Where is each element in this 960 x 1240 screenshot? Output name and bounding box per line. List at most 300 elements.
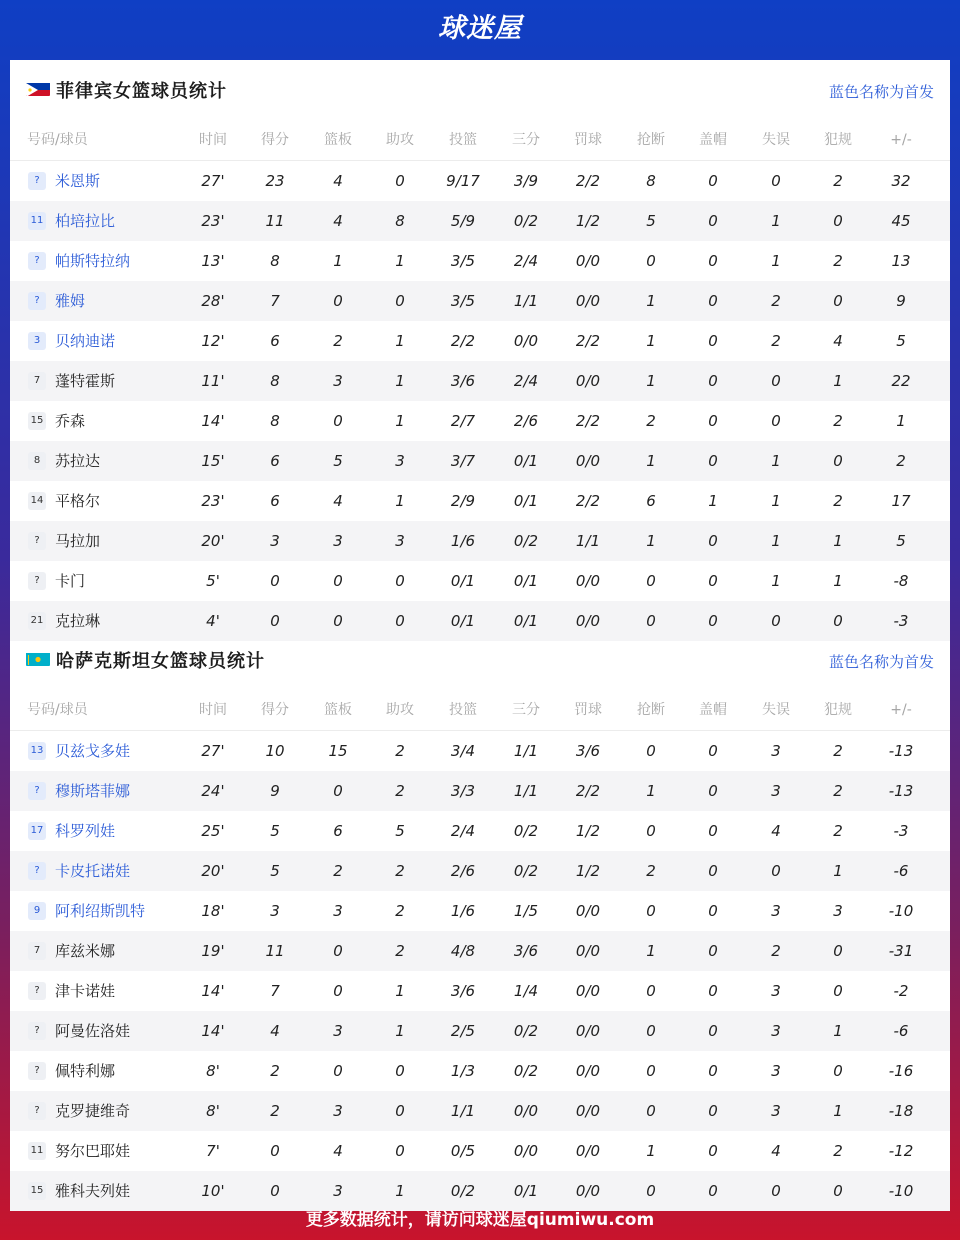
- stat-assists: 2: [395, 742, 405, 760]
- stat-fouls: 0: [833, 212, 843, 230]
- jersey-number-badge: 11: [28, 1142, 46, 1160]
- player-row[interactable]: [10, 561, 950, 601]
- stat-fg: 2/2: [450, 332, 476, 350]
- stat-blocks: 0: [708, 942, 718, 960]
- stat-plusminus: 5: [896, 332, 906, 350]
- stat-fg: 3/4: [450, 742, 476, 760]
- stat-time: 14': [201, 982, 225, 1000]
- player-name-link[interactable]: 佩特利娜: [55, 1062, 116, 1080]
- col-3pt: 三分: [512, 132, 540, 148]
- stat-rebounds: 0: [333, 612, 343, 630]
- stat-fouls: 2: [833, 822, 843, 840]
- stat-steals: 2: [646, 862, 656, 880]
- stat-plusminus: 2: [896, 452, 906, 470]
- player-name-link[interactable]: 乔森: [55, 412, 86, 430]
- stat-fouls: 2: [833, 742, 843, 760]
- player-row[interactable]: [10, 1011, 950, 1051]
- stat-points: 0: [270, 1182, 280, 1200]
- stat-3pt: 0/1: [513, 492, 539, 510]
- stat-assists: 1: [395, 982, 405, 1000]
- stat-assists: 3: [395, 532, 405, 550]
- stat-blocks: 0: [708, 372, 718, 390]
- stat-3pt: 1/1: [513, 782, 539, 800]
- stat-points: 2: [270, 1062, 280, 1080]
- stat-points: 9: [270, 782, 280, 800]
- stat-assists: 2: [395, 782, 405, 800]
- player-row[interactable]: [10, 241, 950, 281]
- player-name-link[interactable]: 穆斯塔菲娜: [55, 782, 131, 800]
- stat-blocks: 0: [708, 612, 718, 630]
- stat-assists: 0: [395, 572, 405, 590]
- stat-steals: 0: [646, 612, 656, 630]
- stat-3pt: 0/2: [513, 1062, 539, 1080]
- jersey-number-badge: ?: [28, 782, 46, 800]
- stat-rebounds: 4: [333, 492, 343, 510]
- stat-blocks: 0: [708, 822, 718, 840]
- stat-fouls: 2: [833, 172, 843, 190]
- player-row[interactable]: [10, 971, 950, 1011]
- player-name-link[interactable]: 柏培拉比: [55, 212, 116, 230]
- stat-points: 3: [270, 902, 280, 920]
- stat-points: 23: [265, 172, 285, 190]
- stat-rebounds: 2: [333, 862, 343, 880]
- stat-fouls: 2: [833, 252, 843, 270]
- stat-rebounds: 3: [333, 1182, 343, 1200]
- stat-rebounds: 3: [333, 532, 343, 550]
- column-header-row: [10, 120, 950, 161]
- player-row[interactable]: [10, 361, 950, 401]
- stat-points: 0: [270, 572, 280, 590]
- col-steals: 抢断: [637, 702, 665, 718]
- stat-ft: 2/2: [575, 412, 601, 430]
- jersey-number-badge: ?: [28, 532, 46, 550]
- player-row[interactable]: [10, 201, 950, 241]
- col-fouls: 犯规: [824, 702, 852, 718]
- stat-points: 11: [265, 942, 285, 960]
- stat-rebounds: 3: [333, 1022, 343, 1040]
- stat-plusminus: -3: [893, 822, 909, 840]
- col-player: 号码/球员: [27, 702, 88, 718]
- stat-ft: 0/0: [575, 1102, 601, 1120]
- stat-assists: 1: [395, 332, 405, 350]
- stat-fg: 1/1: [450, 1102, 476, 1120]
- stat-fg: 2/5: [450, 1022, 476, 1040]
- stat-ft: 1/1: [575, 532, 601, 550]
- col-fouls: 犯规: [824, 132, 852, 148]
- jersey-number-badge: ?: [28, 1102, 46, 1120]
- team-header: [10, 630, 950, 690]
- player-row[interactable]: [10, 481, 950, 521]
- stat-rebounds: 0: [333, 982, 343, 1000]
- stat-plusminus: 9: [896, 292, 906, 310]
- player-name-link[interactable]: 阿曼佐洛娃: [55, 1022, 131, 1040]
- player-row[interactable]: [10, 811, 950, 851]
- stat-blocks: 0: [708, 1182, 718, 1200]
- stat-plusminus: -12: [888, 1142, 914, 1160]
- player-row[interactable]: [10, 931, 950, 971]
- stat-turnovers: 3: [771, 1022, 781, 1040]
- player-row[interactable]: [10, 281, 950, 321]
- footer-banner[interactable]: 更多数据统计，请访问球迷屋qiumiwu.com: [305, 1210, 655, 1230]
- col-turnovers: 失误: [762, 132, 790, 148]
- stat-assists: 3: [395, 452, 405, 470]
- stat-fouls: 1: [833, 862, 843, 880]
- stat-turnovers: 3: [771, 902, 781, 920]
- stat-points: 8: [270, 412, 280, 430]
- jersey-number-badge: ?: [28, 982, 46, 1000]
- stat-points: 7: [270, 292, 280, 310]
- stat-assists: 0: [395, 292, 405, 310]
- stat-plusminus: -2: [893, 982, 909, 1000]
- stat-rebounds: 6: [333, 822, 343, 840]
- player-row[interactable]: [10, 161, 950, 201]
- stat-turnovers: 3: [771, 742, 781, 760]
- stat-ft: 0/0: [575, 452, 601, 470]
- stat-turnovers: 0: [771, 172, 781, 190]
- stat-assists: 8: [395, 212, 405, 230]
- stat-plusminus: 1: [896, 412, 906, 430]
- team-section-kazakhstan: [10, 630, 950, 1211]
- player-name-link[interactable]: 帕斯特拉纳: [55, 252, 131, 270]
- stat-time: 4': [206, 612, 220, 630]
- stat-plusminus: -3: [893, 612, 909, 630]
- column-header-row: [10, 690, 950, 731]
- stat-steals: 1: [646, 942, 656, 960]
- stat-points: 6: [270, 492, 280, 510]
- stat-steals: 0: [646, 1062, 656, 1080]
- stat-fouls: 3: [833, 902, 843, 920]
- stat-points: 8: [270, 252, 280, 270]
- stat-turnovers: 0: [771, 612, 781, 630]
- jersey-number-badge: 7: [28, 372, 46, 390]
- stat-3pt: 0/1: [513, 452, 539, 470]
- jersey-number-badge: ?: [28, 862, 46, 880]
- player-name-link[interactable]: 马拉加: [55, 532, 101, 550]
- stat-assists: 1: [395, 1182, 405, 1200]
- player-name-link[interactable]: 努尔巴耶娃: [55, 1142, 131, 1160]
- stat-steals: 1: [646, 292, 656, 310]
- player-row[interactable]: [10, 441, 950, 481]
- stat-time: 13': [201, 252, 225, 270]
- stat-rebounds: 3: [333, 372, 343, 390]
- stat-ft: 0/0: [575, 1022, 601, 1040]
- stat-turnovers: 2: [771, 942, 781, 960]
- player-row[interactable]: [10, 891, 950, 931]
- stat-3pt: 3/6: [513, 942, 539, 960]
- col-blocks: 盖帽: [699, 132, 727, 148]
- stat-plusminus: -8: [893, 572, 909, 590]
- jersey-number-badge: 3: [28, 332, 46, 350]
- stat-turnovers: 0: [771, 1182, 781, 1200]
- stat-blocks: 1: [708, 492, 718, 510]
- stat-blocks: 0: [708, 532, 718, 550]
- stat-3pt: 2/4: [513, 372, 539, 390]
- starter-legend: 蓝色名称为首发: [828, 653, 934, 671]
- stat-steals: 0: [646, 1182, 656, 1200]
- player-row[interactable]: [10, 731, 950, 771]
- stat-ft: 0/0: [575, 572, 601, 590]
- stat-plusminus: 13: [891, 252, 911, 270]
- stat-steals: 0: [646, 742, 656, 760]
- col-rebounds: 篮板: [324, 132, 352, 148]
- stat-points: 8: [270, 372, 280, 390]
- stat-assists: 0: [395, 172, 405, 190]
- jersey-number-badge: 14: [28, 492, 46, 510]
- player-name-link[interactable]: 米恩斯: [55, 172, 101, 190]
- stat-points: 0: [270, 1142, 280, 1160]
- stat-points: 0: [270, 612, 280, 630]
- stat-time: 12': [201, 332, 225, 350]
- col-assists: 助攻: [386, 132, 414, 148]
- stat-fg: 3/5: [450, 292, 476, 310]
- stat-steals: 8: [646, 172, 656, 190]
- stat-ft: 0/0: [575, 252, 601, 270]
- stat-rebounds: 4: [333, 172, 343, 190]
- col-rebounds: 篮板: [324, 702, 352, 718]
- stat-3pt: 0/0: [513, 1142, 539, 1160]
- col-points: 得分: [261, 702, 289, 718]
- stat-time: 23': [201, 492, 225, 510]
- player-row[interactable]: [10, 1131, 950, 1171]
- stat-fg: 3/6: [450, 372, 476, 390]
- stat-fouls: 1: [833, 572, 843, 590]
- jersey-number-badge: 15: [28, 412, 46, 430]
- col-fg: 投篮: [449, 132, 477, 148]
- stat-steals: 6: [646, 492, 656, 510]
- philippines-flag-icon: [26, 82, 50, 96]
- stat-plusminus: 22: [891, 372, 911, 390]
- stat-steals: 1: [646, 1142, 656, 1160]
- stat-plusminus: -10: [888, 902, 914, 920]
- stat-3pt: 0/2: [513, 822, 539, 840]
- player-row[interactable]: [10, 1091, 950, 1131]
- stat-turnovers: 0: [771, 412, 781, 430]
- stat-assists: 0: [395, 1142, 405, 1160]
- stat-3pt: 0/0: [513, 332, 539, 350]
- player-row[interactable]: [10, 321, 950, 361]
- player-row[interactable]: [10, 401, 950, 441]
- stat-points: 2: [270, 1102, 280, 1120]
- player-name-link[interactable]: 卡门: [55, 572, 86, 590]
- col-time: 时间: [199, 702, 227, 718]
- stat-fouls: 0: [833, 452, 843, 470]
- jersey-number-badge: ?: [28, 572, 46, 590]
- player-name-link[interactable]: 苏拉达: [55, 452, 101, 470]
- stat-assists: 2: [395, 942, 405, 960]
- stat-fouls: 1: [833, 1102, 843, 1120]
- col-plusminus: +/-: [890, 132, 912, 148]
- stat-assists: 0: [395, 1062, 405, 1080]
- stat-fouls: 1: [833, 532, 843, 550]
- jersey-number-badge: 15: [28, 1182, 46, 1200]
- stat-assists: 0: [395, 1102, 405, 1120]
- stat-fouls: 2: [833, 782, 843, 800]
- stats-card: [10, 60, 950, 1200]
- starter-legend: 蓝色名称为首发: [828, 83, 934, 101]
- stat-fg: 3/7: [450, 452, 476, 470]
- stat-plusminus: 5: [896, 532, 906, 550]
- stat-time: 19': [201, 942, 225, 960]
- stat-time: 24': [201, 782, 225, 800]
- stat-ft: 3/6: [575, 742, 601, 760]
- kazakhstan-flag-icon: [26, 652, 50, 666]
- stat-blocks: 0: [708, 1022, 718, 1040]
- stat-plusminus: 17: [891, 492, 911, 510]
- stat-steals: 1: [646, 332, 656, 350]
- stat-ft: 0/0: [575, 612, 601, 630]
- stat-ft: 0/0: [575, 1062, 601, 1080]
- stat-rebounds: 4: [333, 1142, 343, 1160]
- stat-turnovers: 3: [771, 782, 781, 800]
- stat-3pt: 0/2: [513, 862, 539, 880]
- stat-steals: 0: [646, 1022, 656, 1040]
- player-name-link[interactable]: 库兹米娜: [55, 942, 116, 960]
- stat-fouls: 1: [833, 372, 843, 390]
- stat-assists: 5: [395, 822, 405, 840]
- stat-fg: 2/7: [450, 412, 476, 430]
- stat-ft: 0/0: [575, 902, 601, 920]
- stat-turnovers: 2: [771, 292, 781, 310]
- stat-turnovers: 1: [771, 452, 781, 470]
- stat-points: 6: [270, 332, 280, 350]
- player-name-link[interactable]: 雅科夫列娃: [55, 1182, 131, 1200]
- jersey-number-badge: 11: [28, 212, 46, 230]
- stat-fouls: 4: [833, 332, 843, 350]
- stat-fg: 2/4: [450, 822, 476, 840]
- stat-rebounds: 1: [333, 252, 343, 270]
- brand-logo: 球迷屋: [438, 13, 522, 44]
- stat-time: 20': [201, 532, 225, 550]
- jersey-number-badge: 13: [28, 742, 46, 760]
- stat-turnovers: 1: [771, 572, 781, 590]
- stat-time: 10': [201, 1182, 225, 1200]
- player-row[interactable]: [10, 521, 950, 561]
- stat-turnovers: 1: [771, 212, 781, 230]
- jersey-number-badge: ?: [28, 252, 46, 270]
- player-name-link[interactable]: 雅姆: [55, 292, 86, 310]
- player-name-link[interactable]: 卡皮托诺娃: [55, 862, 131, 880]
- stat-rebounds: 0: [333, 412, 343, 430]
- stat-time: 20': [201, 862, 225, 880]
- stat-plusminus: -13: [888, 782, 914, 800]
- stat-blocks: 0: [708, 452, 718, 470]
- player-name-link[interactable]: 蓬特霍斯: [55, 372, 116, 390]
- player-name-link[interactable]: 阿利绍斯凯特: [55, 902, 146, 920]
- stat-turnovers: 3: [771, 982, 781, 1000]
- stat-time: 15': [201, 452, 225, 470]
- stat-rebounds: 5: [333, 452, 343, 470]
- jersey-number-badge: ?: [28, 1062, 46, 1080]
- stat-ft: 1/2: [575, 862, 601, 880]
- stat-plusminus: -6: [893, 862, 909, 880]
- stat-fouls: 2: [833, 412, 843, 430]
- stat-points: 11: [265, 212, 285, 230]
- stat-blocks: 0: [708, 982, 718, 1000]
- stat-fouls: 2: [833, 492, 843, 510]
- stat-blocks: 0: [708, 862, 718, 880]
- player-name-link[interactable]: 津卡诺娃: [55, 982, 116, 1000]
- stat-ft: 1/2: [575, 212, 601, 230]
- player-name-link[interactable]: 克罗捷维奇: [55, 1102, 131, 1120]
- stat-fouls: 0: [833, 612, 843, 630]
- stat-ft: 2/2: [575, 172, 601, 190]
- stat-fg: 5/9: [450, 212, 476, 230]
- jersey-number-badge: 21: [28, 612, 46, 630]
- player-name-link[interactable]: 克拉琳: [55, 612, 101, 630]
- col-blocks: 盖帽: [699, 702, 727, 718]
- player-row[interactable]: [10, 771, 950, 811]
- stat-ft: 2/2: [575, 492, 601, 510]
- stat-fg: 2/9: [450, 492, 476, 510]
- stat-3pt: 0/1: [513, 572, 539, 590]
- stat-rebounds: 0: [333, 942, 343, 960]
- jersey-number-badge: ?: [28, 172, 46, 190]
- stat-3pt: 1/1: [513, 292, 539, 310]
- player-name-link[interactable]: 贝兹戈多娃: [55, 742, 131, 760]
- stat-rebounds: 0: [333, 572, 343, 590]
- stat-fg: 9/17: [446, 172, 480, 190]
- stat-blocks: 0: [708, 1062, 718, 1080]
- stat-fg: 0/2: [450, 1182, 476, 1200]
- stat-turnovers: 0: [771, 862, 781, 880]
- player-name-link[interactable]: 贝纳迪诺: [55, 332, 116, 350]
- stat-plusminus: -13: [888, 742, 914, 760]
- stat-3pt: 0/0: [513, 1102, 539, 1120]
- col-ft: 罚球: [574, 702, 602, 718]
- stat-fouls: 0: [833, 942, 843, 960]
- stat-ft: 2/2: [575, 332, 601, 350]
- stat-points: 5: [270, 862, 280, 880]
- player-row[interactable]: [10, 851, 950, 891]
- jersey-number-badge: 17: [28, 822, 46, 840]
- col-points: 得分: [261, 132, 289, 148]
- stat-rebounds: 15: [328, 742, 348, 760]
- stat-plusminus: -6: [893, 1022, 909, 1040]
- player-name-link[interactable]: 平格尔: [55, 492, 101, 510]
- stat-ft: 0/0: [575, 292, 601, 310]
- team-header: [10, 60, 950, 120]
- stat-blocks: 0: [708, 212, 718, 230]
- stat-time: 7': [206, 1142, 220, 1160]
- stat-ft: 0/0: [575, 942, 601, 960]
- stat-steals: 5: [646, 212, 656, 230]
- stat-points: 3: [270, 532, 280, 550]
- player-row[interactable]: [10, 1051, 950, 1091]
- jersey-number-badge: 8: [28, 452, 46, 470]
- stat-ft: 2/2: [575, 782, 601, 800]
- stat-time: 14': [201, 1022, 225, 1040]
- stat-blocks: 0: [708, 292, 718, 310]
- jersey-number-badge: 9: [28, 902, 46, 920]
- stat-3pt: 1/4: [513, 982, 539, 1000]
- player-name-link[interactable]: 科罗列娃: [55, 822, 116, 840]
- jersey-number-badge: ?: [28, 1022, 46, 1040]
- stat-fg: 0/5: [450, 1142, 476, 1160]
- col-fg: 投篮: [449, 702, 477, 718]
- stat-points: 5: [270, 822, 280, 840]
- stat-fg: 1/6: [450, 902, 476, 920]
- stat-assists: 1: [395, 1022, 405, 1040]
- stat-fouls: 0: [833, 1182, 843, 1200]
- col-plusminus: +/-: [890, 702, 912, 718]
- stat-rebounds: 0: [333, 1062, 343, 1080]
- stat-assists: 1: [395, 412, 405, 430]
- team-section-philippines: [10, 60, 950, 641]
- team-title: 哈萨克斯坦女篮球员统计: [56, 651, 265, 672]
- stat-steals: 2: [646, 412, 656, 430]
- stat-steals: 0: [646, 902, 656, 920]
- stat-steals: 0: [646, 822, 656, 840]
